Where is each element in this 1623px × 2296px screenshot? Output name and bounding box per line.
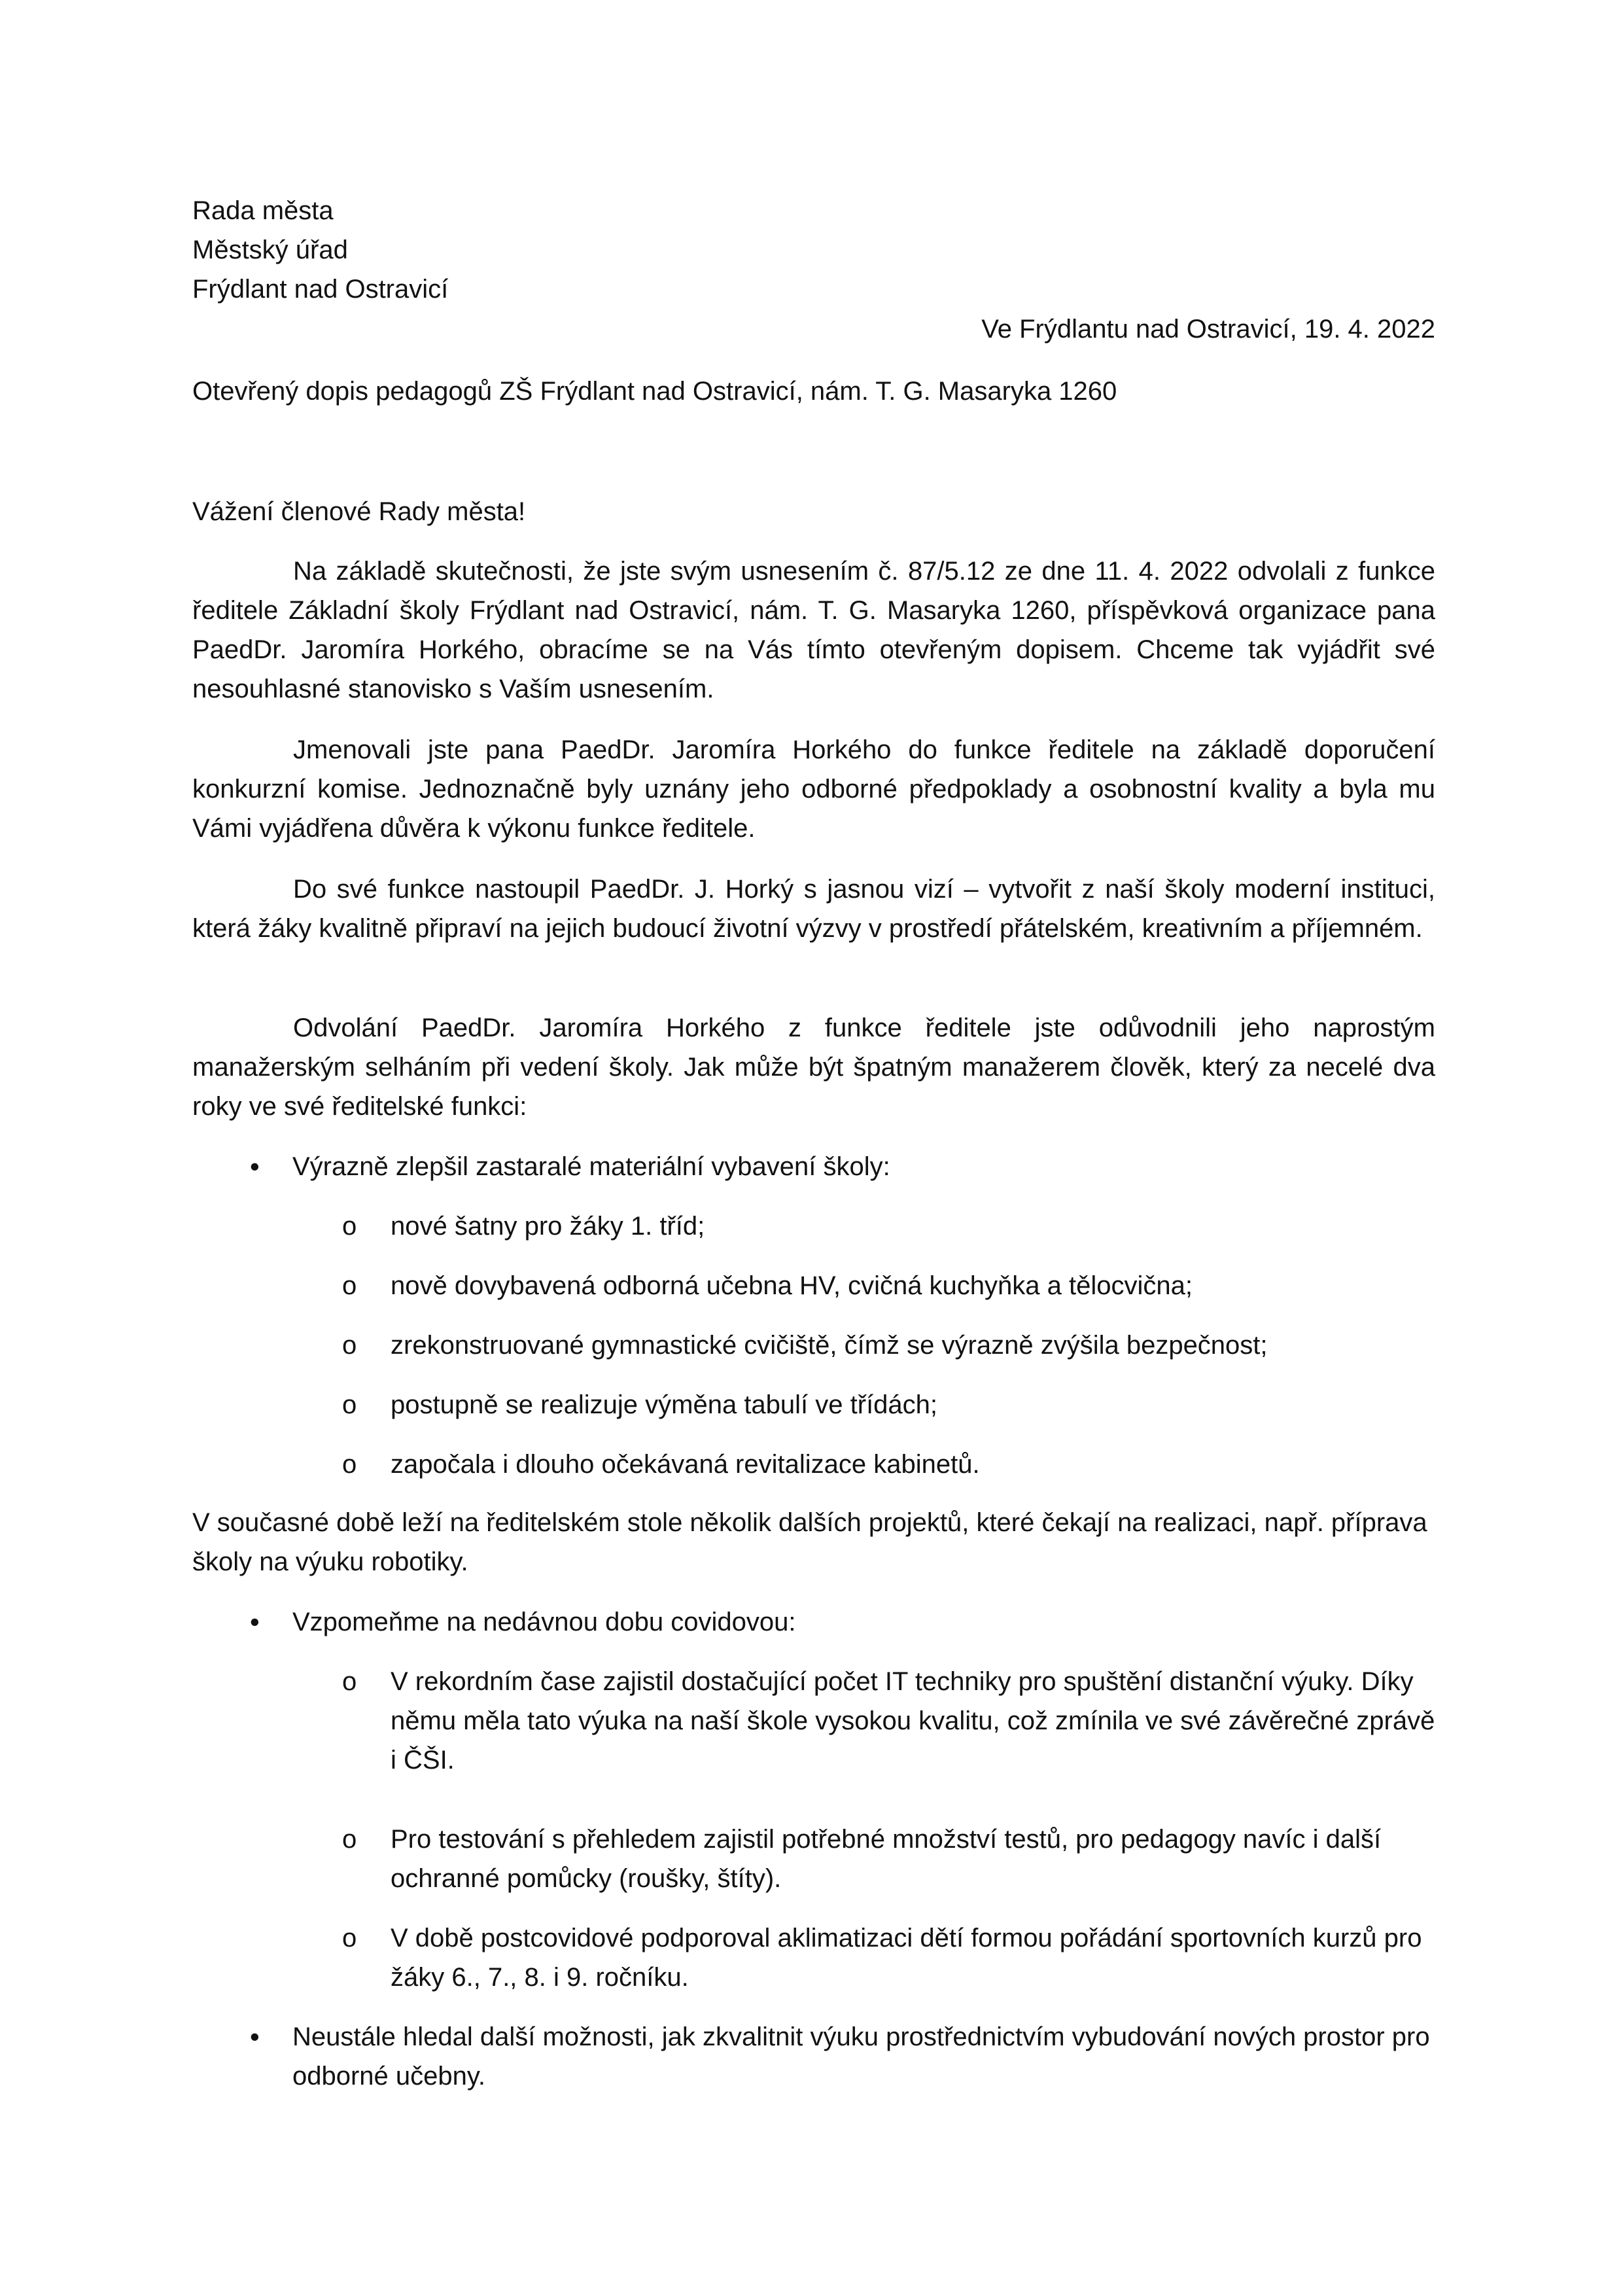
sub-bullet-marker: o	[342, 1924, 357, 1952]
sub-bullet-marker: o	[342, 1450, 357, 1479]
sub-bullet-marker: o	[342, 1825, 357, 1854]
recipient-address	[192, 191, 1435, 309]
list-item: nově dovybavená odborná učebna HV, cvičná kuchyňka a tělocvična;	[391, 1271, 1193, 1300]
paragraph-3: Do své funkce nastoupil PaedDr. J. Horký s jasnou vizí – vytvořit z naší školy moderní instituci, která žáky kvalitně připraví na jejich budoucí životní výzvy v prostředí přátelském, kreativním a příjemném.	[192, 875, 1435, 943]
paragraph-1: Na základě skutečnosti, že jste svým usnesením č. 87/5.12 ze dne 11. 4. 2022 odvolali z funkce ředitele Základní školy Frýdlant nad Ostravicí, nám. T. G. Masaryka 1260, příspěvková organizace pana PaedDr. Jaromíra Horkého, obracíme se na Vás tímto otevřeným dopisem. Chceme tak vyjádřit své nesouhlasné stanovisko s Vaším usnesením.	[192, 557, 1435, 703]
date-line: Ve Frýdlantu nad Ostravicí, 19. 4. 2022	[981, 315, 1435, 344]
bullet-marker: •	[250, 1151, 260, 1182]
list-item: V době postcovidové podporoval aklimatizaci dětí formou pořádání sportovních kurzů pro žáky 6., 7., 8. i 9. ročníku.	[391, 1924, 1422, 1992]
list-item: Pro testování s přehledem zajistil potřebné množství testů, pro pedagogy navíc i další ochranné pomůcky (roušky, štíty).	[391, 1825, 1382, 1893]
paragraph-4: Odvolání PaedDr. Jaromíra Horkého z funkce ředitele jste odůvodnili jeho naprostým manažerským selháním při vedení školy. Jak může být špatným manažerem člověk, který za necelé dva roky ve své ředitelské funkci:	[192, 1014, 1435, 1121]
letter-subject: Otevřený dopis pedagogů ZŠ Frýdlant nad Ostravicí, nám. T. G. Masaryka 1260	[192, 377, 1117, 406]
list-item: zrekonstruované gymnastické cvičiště, čímž se výrazně zvýšila bezpečnost;	[391, 1331, 1268, 1360]
bullet-marker: •	[250, 2021, 260, 2052]
list-3-heading: Neustále hledal další možnosti, jak zkvalitnit výuku prostřednictvím vybudování nových prostor pro odborné učebny.	[292, 2022, 1430, 2091]
salutation: Vážení členové Rady města!	[192, 497, 526, 526]
sub-bullet-marker: o	[342, 1667, 357, 1696]
list-item: postupně se realizuje výměna tabulí ve třídách;	[391, 1390, 938, 1419]
list-1-heading: Výrazně zlepšil zastaralé materiální vybavení školy:	[292, 1152, 890, 1181]
bullet-marker: •	[250, 1606, 260, 1637]
list-item: nové šatny pro žáky 1. tříd;	[391, 1212, 705, 1241]
list-2-heading: Vzpomeňme na nedávnou dobu covidovou:	[292, 1608, 796, 1636]
sub-bullet-marker: o	[342, 1331, 357, 1360]
sub-bullet-marker: o	[342, 1390, 357, 1419]
sub-bullet-marker: o	[342, 1212, 357, 1241]
sub-bullet-marker: o	[342, 1271, 357, 1300]
paragraph-5: V současné době leží na ředitelském stole několik dalších projektů, které čekají na realizaci, např. příprava školy na výuku robotiky.	[192, 1508, 1427, 1576]
paragraph-2: Jmenovali jste pana PaedDr. Jaromíra Horkého do funkce ředitele na základě doporučení konkurzní komise. Jednoznačně byly uznány jeho odborné předpoklady a osobnostní kvality a byla mu Vámi vyjádřena důvěra k výkonu funkce ředitele.	[192, 735, 1435, 843]
recipient-line-1: Rada města	[192, 196, 334, 225]
recipient-line-3: Frýdlant nad Ostravicí	[192, 275, 449, 304]
list-item: započala i dlouho očekávaná revitalizace kabinetů.	[391, 1450, 980, 1479]
recipient-line-2: Městský úřad	[192, 236, 348, 264]
list-item: V rekordním čase zajistil dostačující počet IT techniky pro spuštění distanční výuky. Díky němu měla tato výuka na naší škole vysokou kvalitu, což zmínila ve své závěrečné zprávě i ČŠI.	[391, 1667, 1435, 1775]
